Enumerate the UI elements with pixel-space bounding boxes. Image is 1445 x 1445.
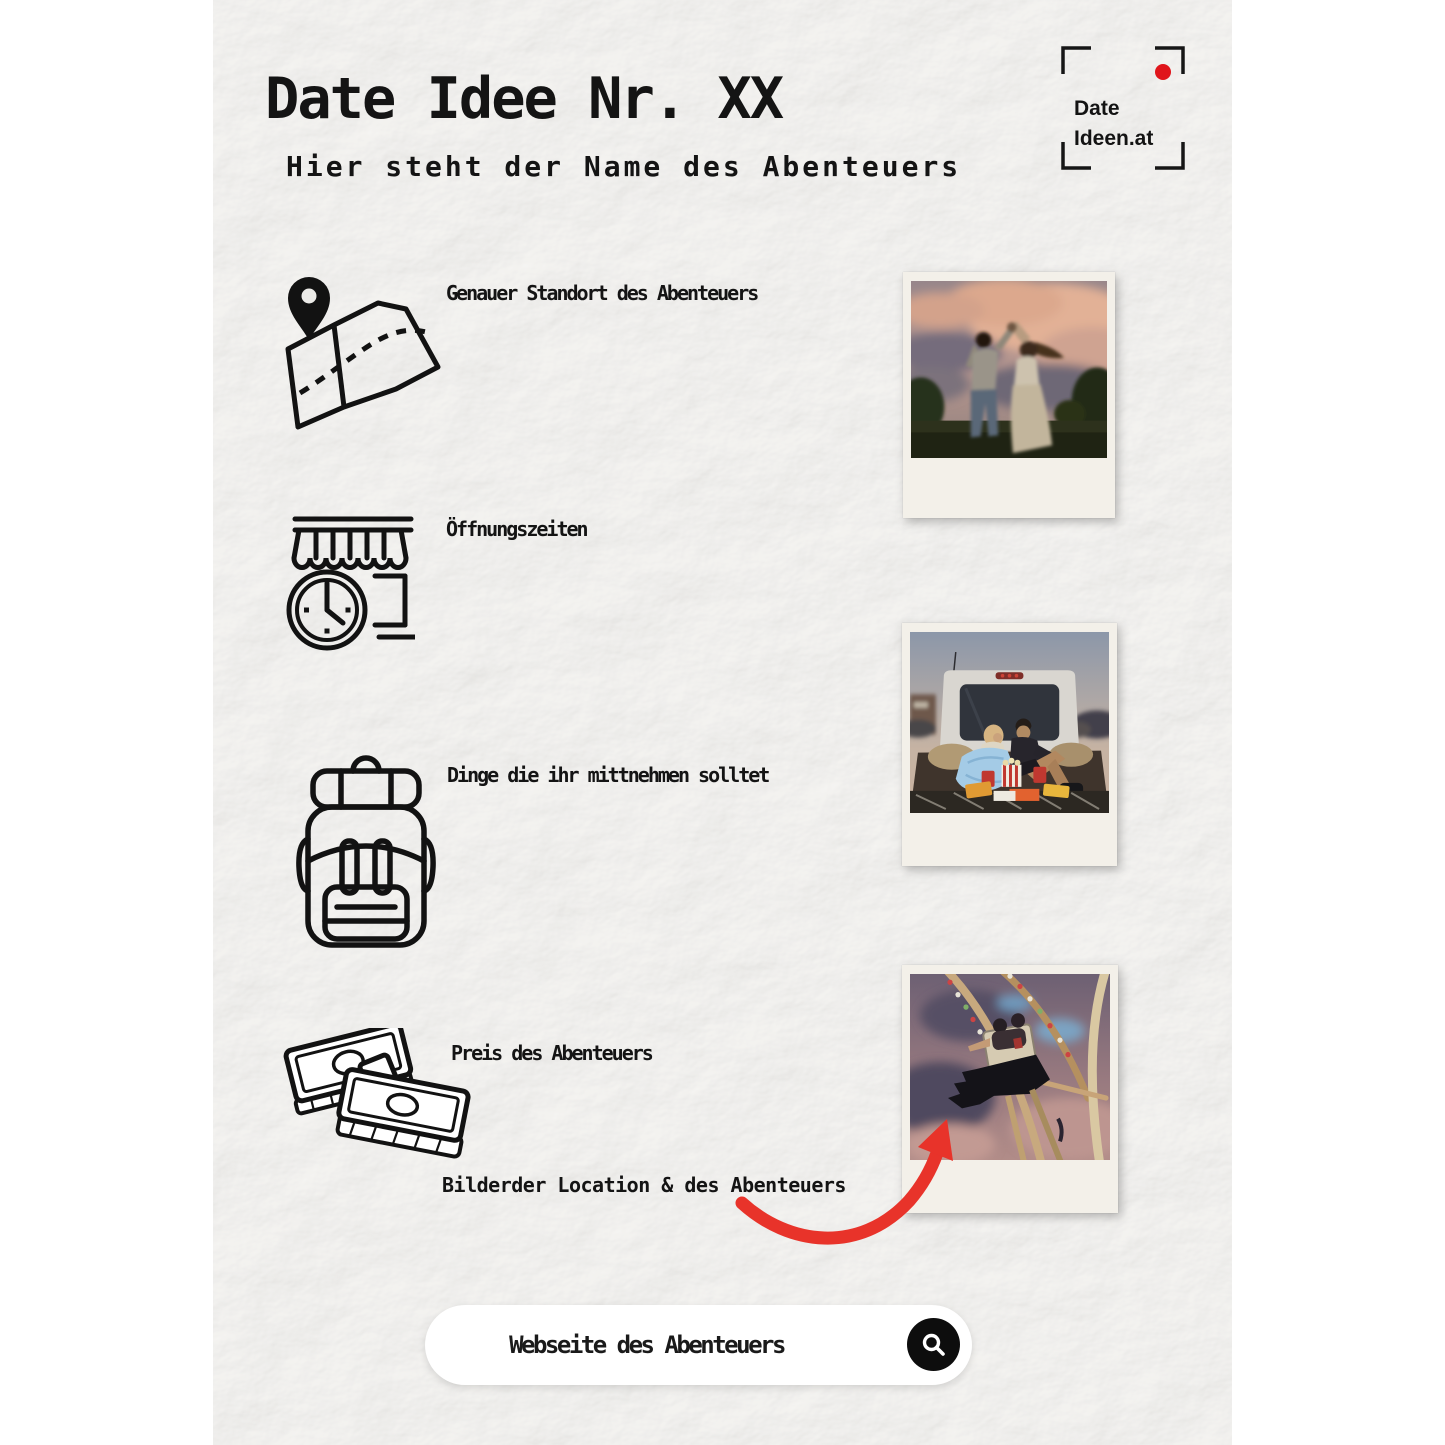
page-subtitle: Hier steht der Name des Abenteuers xyxy=(286,150,962,183)
website-search-bar[interactable] xyxy=(425,1305,972,1385)
money-icon xyxy=(282,1028,476,1172)
search-placeholder: Webseite des Abenteuers xyxy=(509,1331,784,1359)
map-location-icon xyxy=(278,261,450,433)
backpack-icon xyxy=(295,755,437,951)
search-button[interactable] xyxy=(907,1318,960,1371)
photo-truck-bed-movie xyxy=(910,632,1109,813)
search-icon xyxy=(920,1331,947,1358)
page-title: Date Idee Nr. XX xyxy=(265,66,783,132)
row-label-hours: Öffnungszeiten xyxy=(446,517,587,541)
polaroid-truck-bed-movie xyxy=(902,623,1117,866)
red-arrow-annotation xyxy=(713,1093,998,1283)
polaroid-dancing-couple xyxy=(903,272,1115,518)
row-label-items: Dinge die ihr mittnehmen solltet xyxy=(447,763,769,787)
storefront-clock-icon xyxy=(283,511,415,681)
photos-note-label: Bilderder Location & des Abenteuers xyxy=(442,1173,846,1197)
photo-dancing-couple xyxy=(911,281,1107,458)
logo-line2: Ideen.at xyxy=(1074,127,1154,150)
row-label-price: Preis des Abenteuers xyxy=(451,1041,652,1065)
logo-line1: Date xyxy=(1074,97,1120,120)
logo-text xyxy=(1074,94,1153,154)
row-label-location: Genauer Standort des Abenteuers xyxy=(446,281,758,305)
logo-red-dot xyxy=(1155,64,1171,80)
logo xyxy=(1061,46,1185,170)
